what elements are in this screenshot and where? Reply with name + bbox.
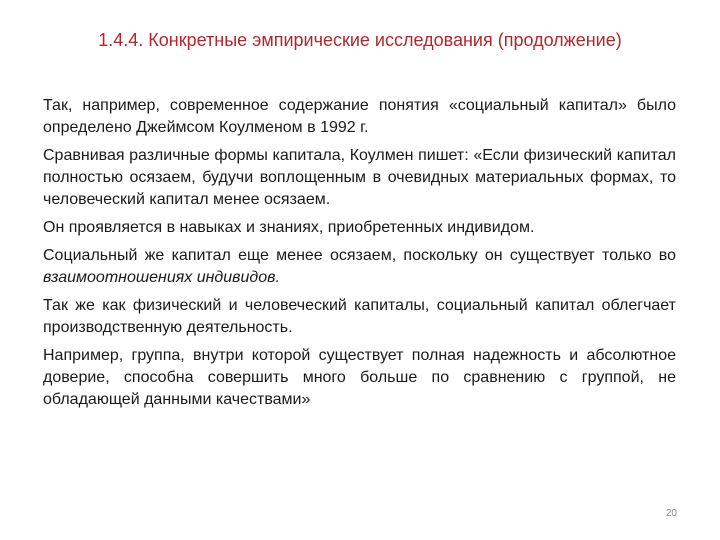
slide-title: 1.4.4. Конкретные эмпирические исследования (продолжение) — [98, 30, 622, 50]
paragraph-5: Так же как физический и человеческий капиталы, социальный капитал облегчает производственную деятельность. — [43, 297, 676, 336]
paragraph-4 — [43, 245, 676, 289]
paragraph-4-text: Социальный же капитал еще менее осязаем, поскольку он существует только во — [43, 247, 676, 264]
page-number: 20 — [665, 508, 677, 519]
paragraph-2: Сравнивая различные формы капитала, Коулмен пишет: «Если физический капитал полностью осязаем, будучи воплощенным в очевидных материальных формах, то человеческий капитал менее осязаем. — [43, 147, 676, 208]
paragraph-1: Так, например, современное содержание понятия «социальный капитал» было определено Джеймсом Коулменом в 1992 г. — [43, 97, 676, 136]
paragraph-6: Например, группа, внутри которой существует полная надежность и абсолютное доверие, способна совершить много больше по сравнению с группой, не обладающей данными качествами» — [43, 347, 676, 408]
slide-body — [43, 95, 676, 417]
paragraph-4-italic: взаимоотношениях индивидов. — [43, 269, 280, 286]
paragraph-3: Он проявляется в навыках и знаниях, приобретенных индивидом. — [43, 219, 535, 236]
